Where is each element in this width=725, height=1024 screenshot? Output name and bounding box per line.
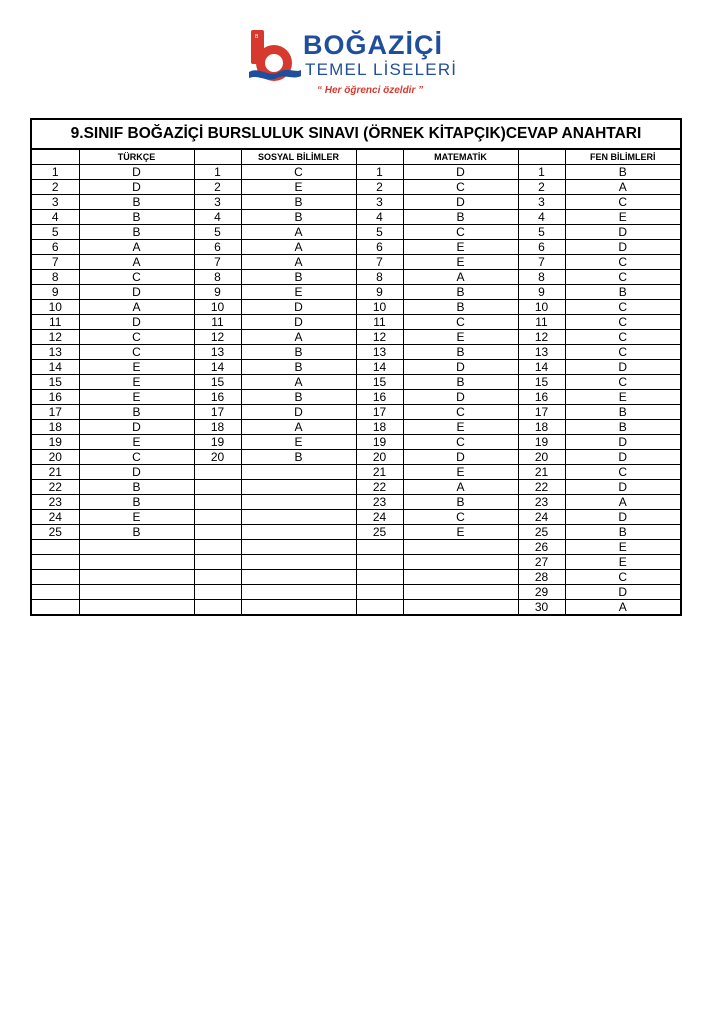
question-number-cell: 10 bbox=[32, 300, 79, 315]
table-row bbox=[32, 510, 680, 525]
answer-cell: C bbox=[565, 465, 680, 480]
question-number-cell: 11 bbox=[518, 315, 565, 330]
table-row bbox=[32, 225, 680, 240]
answer-cell: E bbox=[403, 525, 518, 540]
question-number-cell: 8 bbox=[32, 270, 79, 285]
answer-cell: A bbox=[565, 600, 680, 615]
question-number-cell: 21 bbox=[356, 465, 403, 480]
question-number-cell: 5 bbox=[518, 225, 565, 240]
question-number-cell: 10 bbox=[356, 300, 403, 315]
question-number-cell: 18 bbox=[194, 420, 241, 435]
answer-cell: C bbox=[565, 570, 680, 585]
answer-cell: E bbox=[241, 435, 356, 450]
table-row bbox=[32, 540, 680, 555]
answer-cell: A bbox=[241, 330, 356, 345]
question-number-cell: 2 bbox=[518, 180, 565, 195]
answer-cell bbox=[241, 540, 356, 555]
table-row bbox=[32, 195, 680, 210]
question-number-cell bbox=[194, 495, 241, 510]
answer-cell: D bbox=[79, 180, 194, 195]
table-row bbox=[32, 420, 680, 435]
answer-cell: C bbox=[565, 330, 680, 345]
question-number-cell: 6 bbox=[32, 240, 79, 255]
question-number-cell: 28 bbox=[518, 570, 565, 585]
question-number-cell: 23 bbox=[356, 495, 403, 510]
logo-b-mark-icon bbox=[245, 26, 305, 84]
answer-cell bbox=[79, 600, 194, 615]
answer-cell: B bbox=[79, 225, 194, 240]
answer-cell: E bbox=[79, 510, 194, 525]
number-header-blank bbox=[32, 150, 79, 165]
logo-slogan: “ Her öğrenci özeldir ” bbox=[317, 85, 424, 96]
question-number-cell: 4 bbox=[32, 210, 79, 225]
answer-cell bbox=[79, 585, 194, 600]
subject-header: MATEMATİK bbox=[403, 150, 518, 165]
table-row bbox=[32, 495, 680, 510]
answer-cell: A bbox=[565, 495, 680, 510]
answer-cell: B bbox=[79, 405, 194, 420]
question-number-cell: 21 bbox=[32, 465, 79, 480]
answer-cell: C bbox=[403, 180, 518, 195]
table-row bbox=[32, 465, 680, 480]
answer-rows bbox=[32, 165, 680, 615]
answer-cell bbox=[403, 555, 518, 570]
answer-cell: C bbox=[565, 255, 680, 270]
answer-cell: B bbox=[565, 285, 680, 300]
question-number-cell: 5 bbox=[194, 225, 241, 240]
question-number-cell: 15 bbox=[32, 375, 79, 390]
table-row bbox=[32, 255, 680, 270]
question-number-cell: 24 bbox=[356, 510, 403, 525]
question-number-cell: 2 bbox=[32, 180, 79, 195]
answer-cell bbox=[79, 570, 194, 585]
answer-cell: A bbox=[241, 255, 356, 270]
table-row bbox=[32, 315, 680, 330]
question-number-cell: 22 bbox=[32, 480, 79, 495]
answer-cell: D bbox=[565, 480, 680, 495]
answer-cell: D bbox=[565, 435, 680, 450]
answer-cell bbox=[79, 540, 194, 555]
logo-brand-name: BOĞAZİÇİ bbox=[303, 30, 443, 60]
answer-cell bbox=[241, 465, 356, 480]
table-row bbox=[32, 450, 680, 465]
question-number-cell: 18 bbox=[356, 420, 403, 435]
question-number-cell: 19 bbox=[32, 435, 79, 450]
question-number-cell: 12 bbox=[518, 330, 565, 345]
question-number-cell: 6 bbox=[356, 240, 403, 255]
question-number-cell: 13 bbox=[32, 345, 79, 360]
question-number-cell: 8 bbox=[518, 270, 565, 285]
question-number-cell: 12 bbox=[194, 330, 241, 345]
answer-cell: C bbox=[403, 315, 518, 330]
answer-cell: D bbox=[79, 165, 194, 180]
table-row bbox=[32, 210, 680, 225]
answer-cell bbox=[241, 600, 356, 615]
question-number-cell: 10 bbox=[518, 300, 565, 315]
answer-cell: D bbox=[565, 225, 680, 240]
question-number-cell: 14 bbox=[518, 360, 565, 375]
question-number-cell: 9 bbox=[32, 285, 79, 300]
answer-cell: E bbox=[403, 465, 518, 480]
question-number-cell: 6 bbox=[194, 240, 241, 255]
question-number-cell: 13 bbox=[518, 345, 565, 360]
answer-cell: D bbox=[565, 585, 680, 600]
question-number-cell: 3 bbox=[194, 195, 241, 210]
answer-cell: E bbox=[241, 285, 356, 300]
number-header-blank bbox=[356, 150, 403, 165]
answer-cell: E bbox=[79, 375, 194, 390]
question-number-cell: 9 bbox=[518, 285, 565, 300]
answer-cell: A bbox=[79, 240, 194, 255]
question-number-cell: 16 bbox=[518, 390, 565, 405]
question-number-cell: 1 bbox=[194, 165, 241, 180]
answer-cell: D bbox=[79, 420, 194, 435]
subject-header-row bbox=[32, 150, 680, 165]
question-number-cell: 20 bbox=[32, 450, 79, 465]
answer-cell: A bbox=[241, 375, 356, 390]
question-number-cell: 18 bbox=[32, 420, 79, 435]
answer-cell: B bbox=[403, 345, 518, 360]
question-number-cell: 4 bbox=[518, 210, 565, 225]
question-number-cell: 1 bbox=[518, 165, 565, 180]
answer-cell: E bbox=[241, 180, 356, 195]
question-number-cell: 27 bbox=[518, 555, 565, 570]
question-number-cell: 3 bbox=[32, 195, 79, 210]
answer-cell: D bbox=[565, 510, 680, 525]
answer-cell: E bbox=[565, 540, 680, 555]
answer-key-sheet bbox=[30, 118, 682, 616]
answer-cell: B bbox=[565, 525, 680, 540]
answer-cell: E bbox=[403, 255, 518, 270]
answer-cell: B bbox=[241, 270, 356, 285]
answer-cell: C bbox=[79, 450, 194, 465]
answer-cell: E bbox=[79, 390, 194, 405]
answer-cell bbox=[241, 555, 356, 570]
answer-cell: C bbox=[403, 510, 518, 525]
question-number-cell: 15 bbox=[518, 375, 565, 390]
answer-cell: B bbox=[79, 495, 194, 510]
question-number-cell: 20 bbox=[356, 450, 403, 465]
question-number-cell: 22 bbox=[356, 480, 403, 495]
answer-key-table bbox=[32, 149, 680, 614]
answer-cell: D bbox=[403, 390, 518, 405]
question-number-cell: 17 bbox=[518, 405, 565, 420]
table-row bbox=[32, 285, 680, 300]
answer-cell: A bbox=[241, 420, 356, 435]
question-number-cell: 20 bbox=[518, 450, 565, 465]
question-number-cell: 26 bbox=[518, 540, 565, 555]
answer-cell: B bbox=[79, 480, 194, 495]
question-number-cell bbox=[32, 540, 79, 555]
question-number-cell: 17 bbox=[194, 405, 241, 420]
question-number-cell: 3 bbox=[356, 195, 403, 210]
table-row bbox=[32, 270, 680, 285]
question-number-cell: 16 bbox=[32, 390, 79, 405]
school-logo bbox=[245, 24, 458, 104]
question-number-cell: 1 bbox=[32, 165, 79, 180]
question-number-cell: 7 bbox=[32, 255, 79, 270]
question-number-cell: 7 bbox=[518, 255, 565, 270]
answer-cell bbox=[403, 585, 518, 600]
table-row bbox=[32, 300, 680, 315]
answer-cell: A bbox=[403, 270, 518, 285]
answer-cell: B bbox=[403, 495, 518, 510]
answer-cell: C bbox=[241, 165, 356, 180]
answer-cell bbox=[403, 570, 518, 585]
question-number-cell bbox=[194, 570, 241, 585]
answer-cell: A bbox=[79, 300, 194, 315]
question-number-cell bbox=[194, 585, 241, 600]
answer-cell: D bbox=[403, 450, 518, 465]
table-row bbox=[32, 525, 680, 540]
question-number-cell: 11 bbox=[32, 315, 79, 330]
answer-cell: B bbox=[79, 195, 194, 210]
question-number-cell bbox=[32, 555, 79, 570]
logo-subtitle: TEMEL LİSELERİ bbox=[305, 60, 458, 79]
table-row bbox=[32, 180, 680, 195]
question-number-cell: 25 bbox=[32, 525, 79, 540]
answer-cell: C bbox=[403, 225, 518, 240]
question-number-cell: 16 bbox=[194, 390, 241, 405]
question-number-cell: 19 bbox=[518, 435, 565, 450]
answer-cell: C bbox=[565, 345, 680, 360]
question-number-cell: 23 bbox=[518, 495, 565, 510]
answer-cell: B bbox=[241, 210, 356, 225]
question-number-cell: 1 bbox=[356, 165, 403, 180]
answer-cell: B bbox=[241, 360, 356, 375]
table-row bbox=[32, 330, 680, 345]
question-number-cell: 14 bbox=[356, 360, 403, 375]
question-number-cell: 5 bbox=[356, 225, 403, 240]
answer-cell: B bbox=[79, 525, 194, 540]
subject-header: TÜRKÇE bbox=[79, 150, 194, 165]
answer-cell: E bbox=[403, 240, 518, 255]
question-number-cell: 17 bbox=[32, 405, 79, 420]
answer-cell: D bbox=[241, 300, 356, 315]
answer-cell: C bbox=[565, 315, 680, 330]
answer-cell: E bbox=[79, 435, 194, 450]
answer-cell: E bbox=[403, 420, 518, 435]
answer-cell: C bbox=[79, 270, 194, 285]
question-number-cell: 13 bbox=[356, 345, 403, 360]
question-number-cell: 6 bbox=[518, 240, 565, 255]
answer-cell: E bbox=[565, 390, 680, 405]
table-row bbox=[32, 405, 680, 420]
answer-cell: D bbox=[79, 285, 194, 300]
answer-cell: D bbox=[565, 360, 680, 375]
answer-cell: C bbox=[403, 435, 518, 450]
answer-cell bbox=[241, 510, 356, 525]
answer-cell bbox=[79, 555, 194, 570]
answer-cell: B bbox=[241, 450, 356, 465]
svg-text:B: B bbox=[255, 34, 259, 40]
question-number-cell: 3 bbox=[518, 195, 565, 210]
answer-cell bbox=[241, 480, 356, 495]
question-number-cell: 15 bbox=[356, 375, 403, 390]
answer-cell: B bbox=[565, 420, 680, 435]
question-number-cell: 13 bbox=[194, 345, 241, 360]
question-number-cell: 24 bbox=[518, 510, 565, 525]
question-number-cell bbox=[194, 525, 241, 540]
answer-cell: A bbox=[565, 180, 680, 195]
question-number-cell: 22 bbox=[518, 480, 565, 495]
answer-cell: D bbox=[565, 450, 680, 465]
table-row bbox=[32, 345, 680, 360]
answer-cell: A bbox=[79, 255, 194, 270]
question-number-cell: 20 bbox=[194, 450, 241, 465]
number-header-blank bbox=[194, 150, 241, 165]
answer-cell: D bbox=[403, 165, 518, 180]
question-number-cell: 24 bbox=[32, 510, 79, 525]
page-title: 9.SINIF BOĞAZİÇİ BURSLULUK SINAVI (ÖRNEK KİTAPÇIK)CEVAP ANAHTARI bbox=[32, 120, 680, 149]
question-number-cell: 21 bbox=[518, 465, 565, 480]
answer-cell: E bbox=[565, 555, 680, 570]
question-number-cell: 8 bbox=[194, 270, 241, 285]
answer-cell bbox=[241, 570, 356, 585]
answer-cell: C bbox=[565, 270, 680, 285]
question-number-cell: 14 bbox=[32, 360, 79, 375]
question-number-cell: 30 bbox=[518, 600, 565, 615]
question-number-cell: 15 bbox=[194, 375, 241, 390]
answer-cell: B bbox=[241, 390, 356, 405]
answer-cell: D bbox=[241, 405, 356, 420]
question-number-cell: 5 bbox=[32, 225, 79, 240]
answer-cell: D bbox=[403, 360, 518, 375]
answer-cell bbox=[241, 585, 356, 600]
question-number-cell: 25 bbox=[518, 525, 565, 540]
question-number-cell: 2 bbox=[194, 180, 241, 195]
question-number-cell bbox=[32, 585, 79, 600]
question-number-cell bbox=[194, 555, 241, 570]
answer-cell: B bbox=[241, 195, 356, 210]
question-number-cell: 23 bbox=[32, 495, 79, 510]
table-row bbox=[32, 480, 680, 495]
answer-cell bbox=[403, 600, 518, 615]
table-row bbox=[32, 165, 680, 180]
question-number-cell: 17 bbox=[356, 405, 403, 420]
question-number-cell: 8 bbox=[356, 270, 403, 285]
question-number-cell: 16 bbox=[356, 390, 403, 405]
answer-cell: D bbox=[79, 465, 194, 480]
table-row bbox=[32, 375, 680, 390]
question-number-cell: 7 bbox=[356, 255, 403, 270]
question-number-cell: 19 bbox=[194, 435, 241, 450]
answer-cell: C bbox=[565, 300, 680, 315]
table-row bbox=[32, 570, 680, 585]
answer-cell: B bbox=[241, 345, 356, 360]
answer-cell: B bbox=[403, 285, 518, 300]
answer-cell: B bbox=[79, 210, 194, 225]
question-number-cell bbox=[194, 480, 241, 495]
answer-cell bbox=[241, 495, 356, 510]
question-number-cell: 19 bbox=[356, 435, 403, 450]
question-number-cell bbox=[194, 510, 241, 525]
question-number-cell: 9 bbox=[194, 285, 241, 300]
answer-cell: A bbox=[241, 225, 356, 240]
answer-cell: B bbox=[565, 165, 680, 180]
answer-cell: B bbox=[565, 405, 680, 420]
table-row bbox=[32, 555, 680, 570]
answer-cell: D bbox=[565, 240, 680, 255]
answer-cell: C bbox=[403, 405, 518, 420]
table-row bbox=[32, 435, 680, 450]
table-row bbox=[32, 360, 680, 375]
answer-cell: E bbox=[79, 360, 194, 375]
question-number-cell bbox=[194, 465, 241, 480]
question-number-cell: 11 bbox=[194, 315, 241, 330]
answer-cell: D bbox=[79, 315, 194, 330]
table-row bbox=[32, 585, 680, 600]
answer-cell: C bbox=[565, 195, 680, 210]
question-number-cell: 12 bbox=[32, 330, 79, 345]
question-number-cell: 14 bbox=[194, 360, 241, 375]
table-row bbox=[32, 390, 680, 405]
question-number-cell bbox=[356, 555, 403, 570]
question-number-cell: 7 bbox=[194, 255, 241, 270]
question-number-cell: 29 bbox=[518, 585, 565, 600]
question-number-cell bbox=[356, 570, 403, 585]
question-number-cell: 4 bbox=[356, 210, 403, 225]
question-number-cell: 4 bbox=[194, 210, 241, 225]
answer-cell: C bbox=[79, 330, 194, 345]
answer-cell: A bbox=[403, 480, 518, 495]
question-number-cell: 12 bbox=[356, 330, 403, 345]
question-number-cell bbox=[356, 585, 403, 600]
answer-cell: D bbox=[241, 315, 356, 330]
answer-cell bbox=[403, 540, 518, 555]
question-number-cell: 25 bbox=[356, 525, 403, 540]
question-number-cell bbox=[32, 570, 79, 585]
answer-cell bbox=[241, 525, 356, 540]
question-number-cell: 9 bbox=[356, 285, 403, 300]
answer-cell: E bbox=[565, 210, 680, 225]
question-number-cell bbox=[356, 600, 403, 615]
answer-cell: B bbox=[403, 375, 518, 390]
table-row bbox=[32, 600, 680, 615]
question-number-cell bbox=[194, 540, 241, 555]
question-number-cell bbox=[32, 600, 79, 615]
subject-header: SOSYAL BİLİMLER bbox=[241, 150, 356, 165]
answer-cell: C bbox=[79, 345, 194, 360]
question-number-cell: 18 bbox=[518, 420, 565, 435]
subject-header: FEN BİLİMLERİ bbox=[565, 150, 680, 165]
question-number-cell bbox=[194, 600, 241, 615]
answer-cell: B bbox=[403, 300, 518, 315]
answer-cell: A bbox=[241, 240, 356, 255]
table-row bbox=[32, 240, 680, 255]
answer-cell: C bbox=[565, 375, 680, 390]
question-number-cell bbox=[356, 540, 403, 555]
answer-cell: B bbox=[403, 210, 518, 225]
number-header-blank bbox=[518, 150, 565, 165]
question-number-cell: 11 bbox=[356, 315, 403, 330]
question-number-cell: 2 bbox=[356, 180, 403, 195]
question-number-cell: 10 bbox=[194, 300, 241, 315]
answer-cell: E bbox=[403, 330, 518, 345]
answer-cell: D bbox=[403, 195, 518, 210]
